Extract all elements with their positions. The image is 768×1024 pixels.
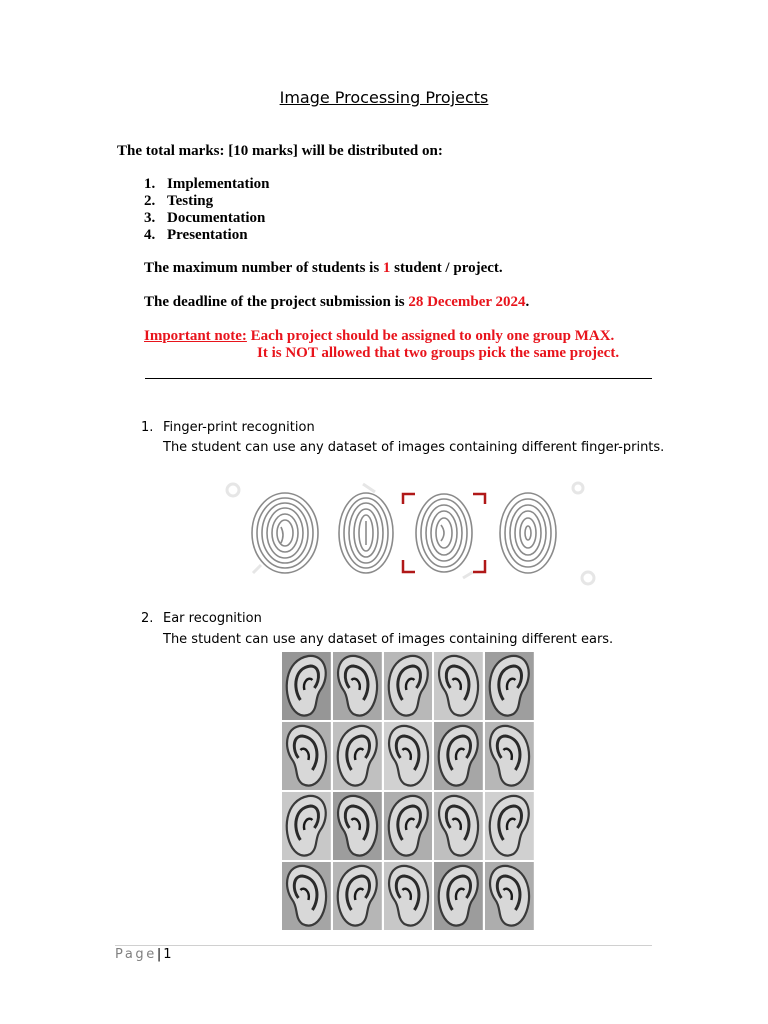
ear-photo <box>282 862 331 930</box>
ear-photo <box>333 792 382 860</box>
max-students-line: The maximum number of students is 1 student / project. <box>144 260 503 276</box>
max-students-value: 1 <box>382 260 391 276</box>
ear-photo <box>434 652 483 720</box>
ear-photo <box>384 722 433 790</box>
page-title: Image Processing Projects <box>279 88 489 107</box>
ear-photo <box>384 862 433 930</box>
ear-photo <box>384 792 433 860</box>
marks-intro: The total marks: [10 marks] will be distributed on: <box>117 143 443 159</box>
ear-photo <box>485 652 534 720</box>
important-note-label: Important note: <box>144 328 247 344</box>
ear-photo <box>333 862 382 930</box>
ear-photo <box>434 792 483 860</box>
ear-photo <box>485 722 534 790</box>
page-footer: Page| 1 <box>115 947 172 962</box>
ear-photo <box>282 722 331 790</box>
fingerprint-image <box>223 478 597 588</box>
ear-photo <box>434 722 483 790</box>
ear-image-grid <box>282 652 534 930</box>
project-heading: 1. Finger-print recognition <box>141 420 315 435</box>
ear-photo <box>282 652 331 720</box>
ear-photo <box>384 652 433 720</box>
ear-photo <box>333 722 382 790</box>
marks-item: 4. Presentation <box>144 227 248 243</box>
separator-rule <box>145 378 652 379</box>
marks-item: 1. Implementation <box>144 176 270 192</box>
project-heading: 2. Ear recognition <box>141 611 262 626</box>
important-note: Important note: Each project should be assigned to only one group MAX. <box>144 328 615 344</box>
ear-photo <box>333 652 382 720</box>
ear-photo <box>434 862 483 930</box>
deadline-line: The deadline of the project submission is 28 December 2024. <box>144 294 530 310</box>
deadline-value: 28 December 2024 <box>408 294 526 310</box>
ear-photo <box>282 792 331 860</box>
important-note-line2: It is NOT allowed that two groups pick the same project. <box>257 345 620 361</box>
marks-item: 2. Testing <box>144 193 214 209</box>
page-number: 1 <box>163 947 172 962</box>
ear-photo <box>485 792 534 860</box>
project-description: The student can use any dataset of images containing different ears. <box>163 632 614 647</box>
project-description: The student can use any dataset of images containing different finger-prints. <box>163 440 665 455</box>
footer-rule <box>115 945 652 946</box>
marks-item: 3. Documentation <box>144 210 266 226</box>
ear-photo <box>485 862 534 930</box>
marks-list <box>144 176 270 244</box>
